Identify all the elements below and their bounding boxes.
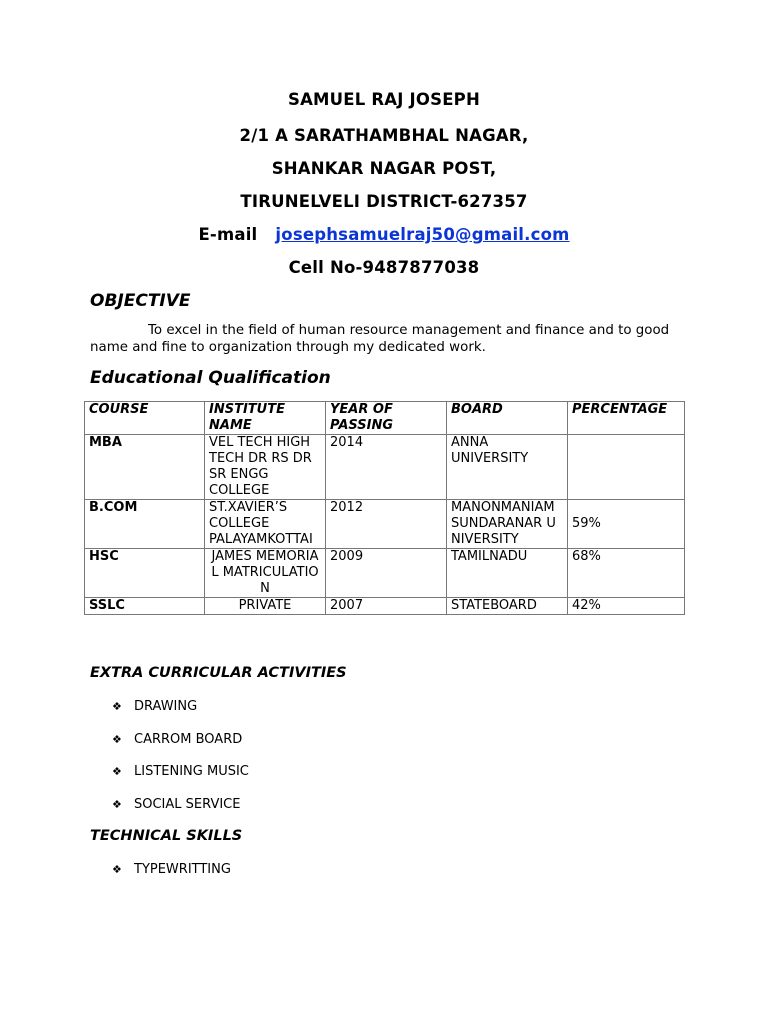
column-header-institute: INSTITUTE NAME xyxy=(205,402,326,435)
email-link[interactable]: josephsamuelraj50@gmail.com xyxy=(275,225,570,244)
board-cell: MANONMANIAM SUNDARANAR UNIVERSITY xyxy=(447,500,568,549)
percentage-cell: 59% xyxy=(568,500,685,549)
address-line-3: TIRUNELVELI DISTRICT-627357 xyxy=(240,192,528,211)
list-item xyxy=(112,862,231,877)
address-line-1: 2/1 A SARATHAMBHAL NAGAR, xyxy=(239,126,529,145)
objective-heading: OBJECTIVE xyxy=(90,291,191,311)
list-item-label: DRAWING xyxy=(134,699,198,714)
course-cell: B.COM xyxy=(85,500,205,549)
year-cell: 2009 xyxy=(326,549,447,598)
list-item xyxy=(112,797,240,812)
column-header-board: BOARD xyxy=(447,402,568,435)
diamond-bullet-icon: ❖ xyxy=(112,863,122,876)
education-heading: Educational Qualification xyxy=(90,368,331,388)
percentage-cell: 68% xyxy=(568,549,685,598)
column-header-course: COURSE xyxy=(85,402,205,435)
list-item-label: CARROM BOARD xyxy=(134,732,243,747)
address-line-2: SHANKAR NAGAR POST, xyxy=(271,159,497,178)
list-item xyxy=(112,699,197,714)
table-row xyxy=(85,598,685,615)
extra-curricular-heading: EXTRA CURRICULAR ACTIVITIES xyxy=(90,665,347,681)
table-header-row xyxy=(85,402,685,435)
percentage-cell: 42% xyxy=(568,598,685,615)
institute-cell: VEL TECH HIGH TECH DR RS DR SR ENGG COLLEGE xyxy=(205,435,326,500)
cell-number: Cell No-9487877038 xyxy=(288,258,480,277)
table-row xyxy=(85,549,685,598)
institute-cell: ST.XAVIER’S COLLEGE PALAYAMKOTTAI xyxy=(205,500,326,549)
diamond-bullet-icon: ❖ xyxy=(112,700,122,713)
resume-name: SAMUEL RAJ JOSEPH xyxy=(288,90,480,109)
year-cell: 2014 xyxy=(326,435,447,500)
board-cell: TAMILNADU xyxy=(447,549,568,598)
column-header-year: YEAR OF PASSING xyxy=(326,402,447,435)
percentage-cell xyxy=(568,435,685,500)
objective-text: To excel in the field of human resource management and finance and to good name and fine to organization through my dedicated work. xyxy=(90,323,670,355)
technical-skills-heading: TECHNICAL SKILLS xyxy=(90,828,243,844)
diamond-bullet-icon: ❖ xyxy=(112,733,122,746)
education-table xyxy=(84,401,685,615)
year-cell: 2007 xyxy=(326,598,447,615)
board-cell: ANNA UNIVERSITY xyxy=(447,435,568,500)
list-item xyxy=(112,732,242,747)
course-cell: MBA xyxy=(85,435,205,500)
course-cell: SSLC xyxy=(85,598,205,615)
list-item-label: TYPEWRITTING xyxy=(134,862,231,877)
list-item xyxy=(112,764,249,779)
table-row xyxy=(85,435,685,500)
email-line xyxy=(0,225,768,244)
board-cell: STATEBOARD xyxy=(447,598,568,615)
diamond-bullet-icon: ❖ xyxy=(112,798,122,811)
list-item-label: LISTENING MUSIC xyxy=(134,764,249,779)
email-label: E-mail xyxy=(198,225,258,244)
institute-cell: JAMES MEMORIAL MATRICULATION xyxy=(205,549,326,598)
course-cell: HSC xyxy=(85,549,205,598)
year-cell: 2012 xyxy=(326,500,447,549)
institute-cell: PRIVATE xyxy=(205,598,326,615)
column-header-percentage: PERCENTAGE xyxy=(568,402,685,435)
table-row xyxy=(85,500,685,549)
list-item-label: SOCIAL SERVICE xyxy=(134,797,241,812)
diamond-bullet-icon: ❖ xyxy=(112,765,122,778)
